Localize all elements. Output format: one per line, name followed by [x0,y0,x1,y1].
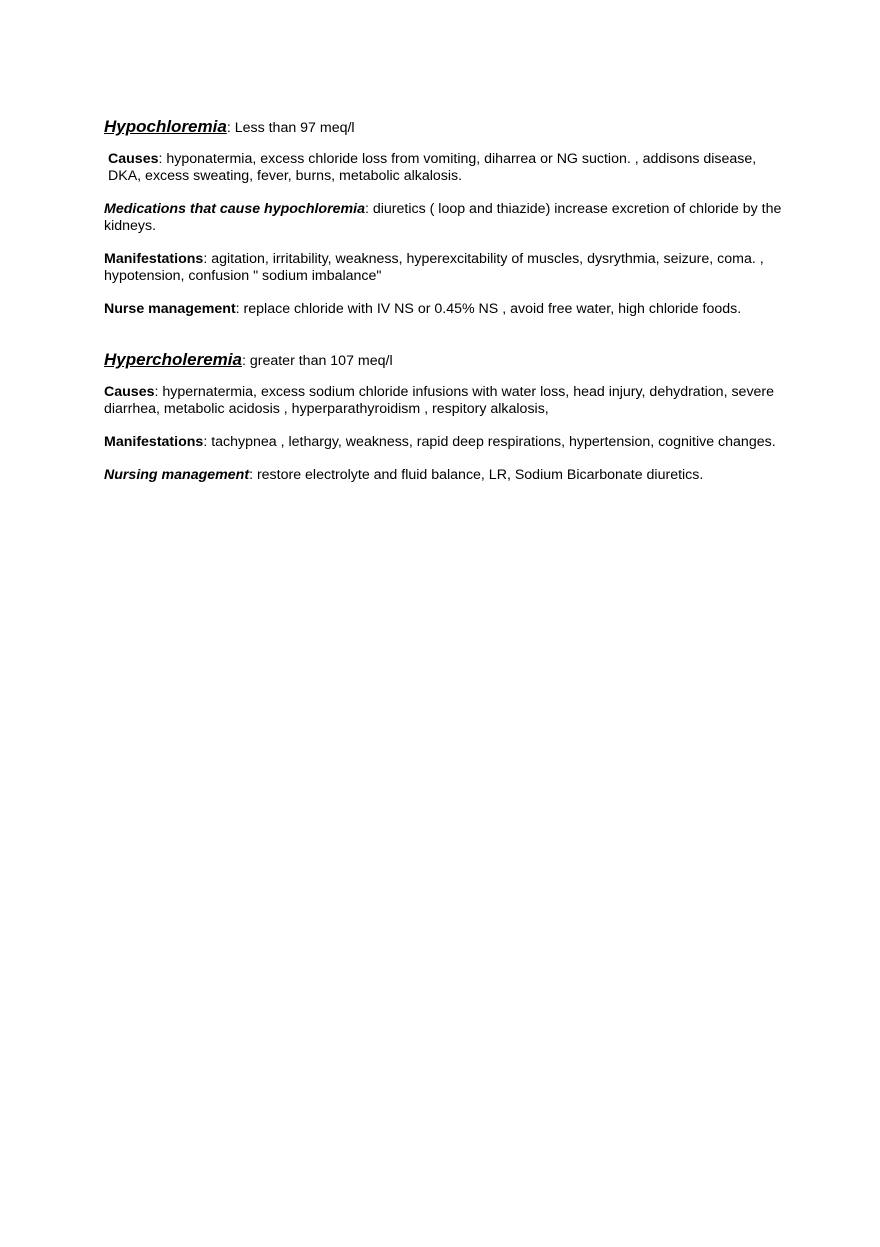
hyperchloremia-heading [104,349,784,372]
medications-label: Medications that cause hypochloremia [104,201,365,217]
hypochloremia-range: : Less than 97 meq/l [226,120,355,136]
hyperchloremia-section [104,349,784,484]
hypochloremia-manifestations [104,251,784,285]
hypochloremia-causes [104,151,784,185]
management-text: : replace chloride with IV NS or 0.45% NS , avoid free water, high chloride foods. [235,301,742,317]
hyperchloremia-manifestations [104,434,784,451]
hypochloremia-management [104,301,784,318]
management-label: Nursing management [104,467,250,483]
manifestations-label: Manifestations [104,251,204,267]
document-body [104,116,784,484]
causes-text: : hypernatermia, excess sodium chloride infusions with water loss, head injury, dehydration, severe diarrhea, metabolic acidosis , hyperparathyroidism , respitory alkalosis, [104,384,775,417]
hyperchloremia-title: Hypercholeremia [104,350,242,369]
hypochloremia-medications [104,201,784,235]
manifestations-text: : tachypnea , lethargy, weakness, rapid deep respirations, hypertension, cognitive changes. [203,434,776,450]
medications-text: : diuretics ( loop and thiazide) increase excretion of chloride by the kidneys. [104,201,782,234]
causes-label: Causes [104,384,155,400]
management-label: Nurse management [104,301,236,317]
manifestations-text: : agitation, irritability, weakness, hyperexcitability of muscles, dysrythmia, seizure, coma. , hypotension, confusion " sodium imbalance" [104,251,764,284]
causes-label: Causes [108,151,159,167]
manifestations-label: Manifestations [104,434,204,450]
hyperchloremia-range: : greater than 107 meq/l [241,353,393,369]
hypochloremia-title: Hypochloremia [104,117,227,136]
hyperchloremia-causes [104,384,784,418]
hyperchloremia-management [104,467,784,484]
management-text: : restore electrolyte and fluid balance, LR, Sodium Bicarbonate diuretics. [249,467,704,483]
hypochloremia-section [104,116,784,318]
causes-text: : hyponatermia, excess chloride loss from vomiting, diharrea or NG suction. , addisons disease, DKA, excess sweating, fever, burns, metabolic alkalosis. [108,151,757,184]
hypochloremia-heading [104,116,784,139]
